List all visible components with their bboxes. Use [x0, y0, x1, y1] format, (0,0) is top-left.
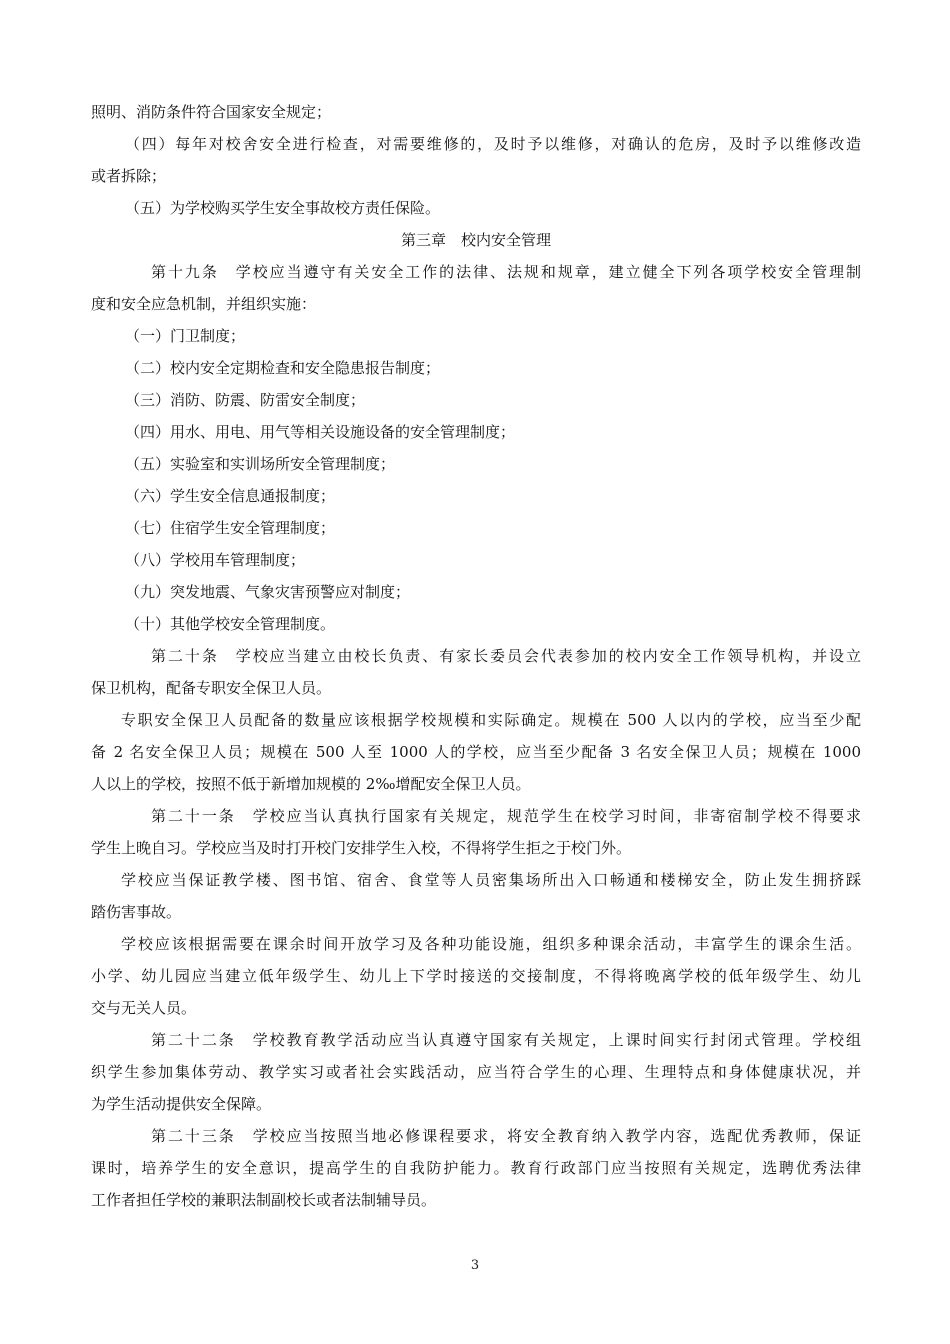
text-line: 第二十条 学校应当建立由校长负责、有家长委员会代表参加的校内安全工作领导机构，并设立: [151, 647, 861, 665]
text-line: 织学生参加集体劳动、教学实习或者社会实践活动，应当符合学生的心理、生理特点和身体健康状况，并: [91, 1063, 861, 1081]
text-line: （九）突发地震、气象灾害预警应对制度；: [125, 583, 411, 601]
text-line: （四）用水、用电、用气等相关设施设备的安全管理制度；: [125, 423, 516, 441]
text-line: （七）住宿学生安全管理制度；: [125, 519, 336, 537]
text-line: 第二十三条 学校应当按照当地必修课程要求，将安全教育纳入教学内容，选配优秀教师，保证: [151, 1127, 861, 1145]
text-line: （六）学生安全信息通报制度；: [125, 487, 336, 505]
text-line: （三）消防、防震、防雷安全制度；: [125, 391, 366, 409]
text-line: （八）学校用车管理制度；: [125, 551, 306, 569]
text-line: （二）校内安全定期检查和安全隐患报告制度；: [125, 359, 441, 377]
text-line: （四）每年对校舍安全进行检查，对需要维修的，及时予以维修，对确认的危房，及时予以维修改造: [125, 135, 861, 153]
text-line: 踏伤害事故。: [91, 903, 182, 921]
text-line: 专职安全保卫人员配备的数量应该根据学校规模和实际确定。规模在 500 人以内的学校，应当至少配: [121, 711, 861, 729]
text-line: 人以上的学校，按照不低于新增加规模的 2‰增配安全保卫人员。: [91, 775, 531, 793]
chapter-heading: 第三章 校内安全管理: [400, 231, 551, 249]
text-line: 备 2 名安全保卫人员；规模在 500 人至 1000 人的学校，应当至少配备 3 名安全保卫人员；规模在 1000: [91, 743, 861, 761]
text-line: 度和安全应急机制，并组织实施：: [91, 295, 317, 313]
text-line: （十）其他学校安全管理制度。: [125, 615, 336, 633]
text-line: 课时，培养学生的安全意识，提高学生的自我防护能力。教育行政部门应当按照有关规定，选聘优秀法律: [91, 1159, 861, 1177]
text-line: 学校应该根据需要在课余时间开放学习及各种功能设施，组织多种课余活动，丰富学生的课余生活。: [121, 935, 861, 953]
text-line: 工作者担任学校的兼职法制副校长或者法制辅导员。: [91, 1191, 437, 1209]
text-line: 照明、消防条件符合国家安全规定；: [91, 103, 332, 121]
text-line: 小学、幼儿园应当建立低年级学生、幼儿上下学时接送的交接制度，不得将晚离学校的低年级学生、幼儿: [91, 967, 861, 985]
page-number: 3: [470, 1258, 480, 1273]
text-line: 为学生活动提供安全保障。: [91, 1095, 272, 1113]
text-line: 第二十一条 学校应当认真执行国家有关规定，规范学生在校学习时间，非寄宿制学校不得要求: [151, 807, 861, 825]
text-line: 或者拆除；: [91, 167, 167, 185]
text-line: 学生上晚自习。学校应当及时打开校门安排学生入校，不得将学生拒之于校门外。: [91, 839, 632, 857]
text-line: （五）实验室和实训场所安全管理制度；: [125, 455, 396, 473]
text-line: （一）门卫制度；: [125, 327, 246, 345]
text-line: 保卫机构，配备专职安全保卫人员。: [91, 679, 332, 697]
text-line: 交与无关人员。: [91, 999, 197, 1017]
text-line: 学校应当保证教学楼、图书馆、宿舍、食堂等人员密集场所出入口畅通和楼梯安全，防止发生拥挤踩: [121, 871, 861, 889]
text-line: （五）为学校购买学生安全事故校方责任保险。: [125, 199, 441, 217]
text-line: 第二十二条 学校教育教学活动应当认真遵守国家有关规定，上课时间实行封闭式管理。学校组: [151, 1031, 861, 1049]
text-line: 第十九条 学校应当遵守有关安全工作的法律、法规和规章，建立健全下列各项学校安全管理制: [151, 263, 861, 281]
document-body: [91, 96, 861, 1216]
